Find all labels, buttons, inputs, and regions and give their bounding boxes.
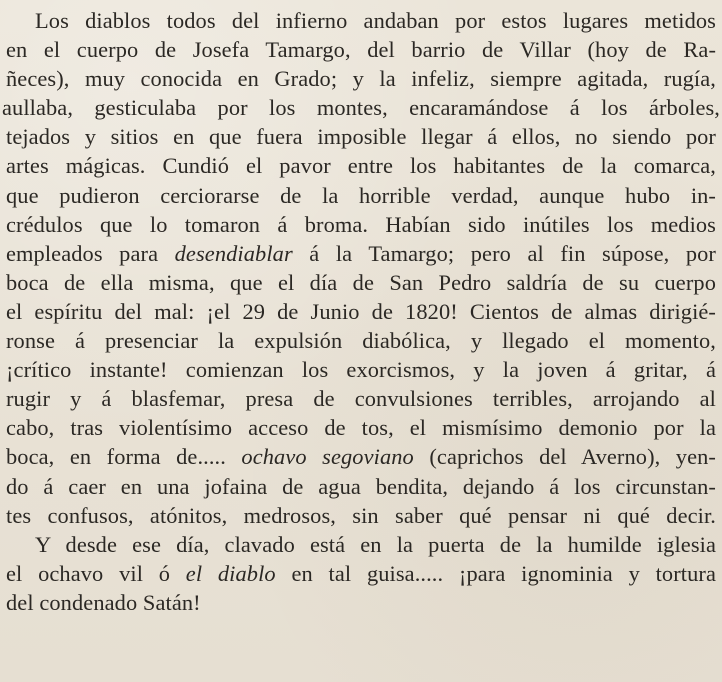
text-line-9 <box>6 239 716 268</box>
text-segment: empleados para <box>6 240 175 266</box>
text-line-17: do á caer en una jofaina de agua bendita, dejando á los circunstan- <box>6 473 716 499</box>
paragraph-1 <box>2 6 720 530</box>
text-line-4: aullaba, gesticulaba por los montes, encaramándose á los árboles, <box>2 95 720 121</box>
text-line-11: el espíritu del mal: ¡el 29 de Junio de 1820! Cientos de almas dirigié- <box>6 298 716 324</box>
text-line-16 <box>6 442 716 471</box>
italic-phrase: el diablo <box>185 560 276 586</box>
text-line-14: rugir y á blasfemar, presa de convulsiones terribles, arrojando al <box>6 386 716 412</box>
italic-phrase: ochavo segoviano <box>241 444 414 470</box>
text-line-6: artes mágicas. Cundió el pavor entre los habitantes de la comarca, <box>6 153 716 179</box>
text-line-20 <box>6 559 716 588</box>
text-block <box>2 6 720 617</box>
text-line-5: tejados y sitios en que fuera imposible llegar á ellos, no siendo por <box>6 124 716 150</box>
text-line-13: ¡crítico instante! comienzan los exorcismos, y la joven á gritar, á <box>6 357 716 383</box>
text-segment: (caprichos del Averno), yen- <box>413 444 716 470</box>
paragraph-2 <box>6 530 716 617</box>
text-line-1: Los diablos todos del infierno andaban por estos lugares metidos <box>35 8 716 33</box>
text-line-10: boca de ella misma, que el día de San Pedro saldría de su cuerpo <box>6 269 716 295</box>
text-line-21: del condenado Satán! <box>6 589 201 615</box>
text-segment: á la Tamargo; pero al fin súpose, por <box>292 240 716 266</box>
text-line-19: Y desde ese día, clavado está en la puerta de la humilde iglesia <box>35 531 716 557</box>
text-segment: boca, en forma de..... <box>6 444 242 470</box>
text-line-3: ñeces), muy conocida en Grado; y la infeliz, siempre agitada, rugía, <box>6 66 716 92</box>
text-line-7: que pudieron cerciorarse de la horrible verdad, aunque hubo in- <box>6 182 716 208</box>
text-segment: en tal guisa..... ¡para ignominia y tortura <box>275 560 716 586</box>
text-line-12: ronse á presenciar la expulsión diabólica, y llegado el momento, <box>6 328 716 354</box>
text-line-8: crédulos que lo tomaron á broma. Habían sido inútiles los medios <box>6 211 716 237</box>
italic-word: desendiablar <box>174 240 293 266</box>
text-line-18: tes confusos, atónitos, medrosos, sin saber qué pensar ni qué decir. <box>6 502 716 528</box>
text-line-15: cabo, tras violentísimo acceso de tos, el mismísimo demonio por la <box>6 415 716 441</box>
text-segment: el ochavo vil ó <box>6 560 186 586</box>
text-line-2: en el cuerpo de Josefa Tamargo, del barrio de Villar (hoy de Ra- <box>6 37 716 63</box>
